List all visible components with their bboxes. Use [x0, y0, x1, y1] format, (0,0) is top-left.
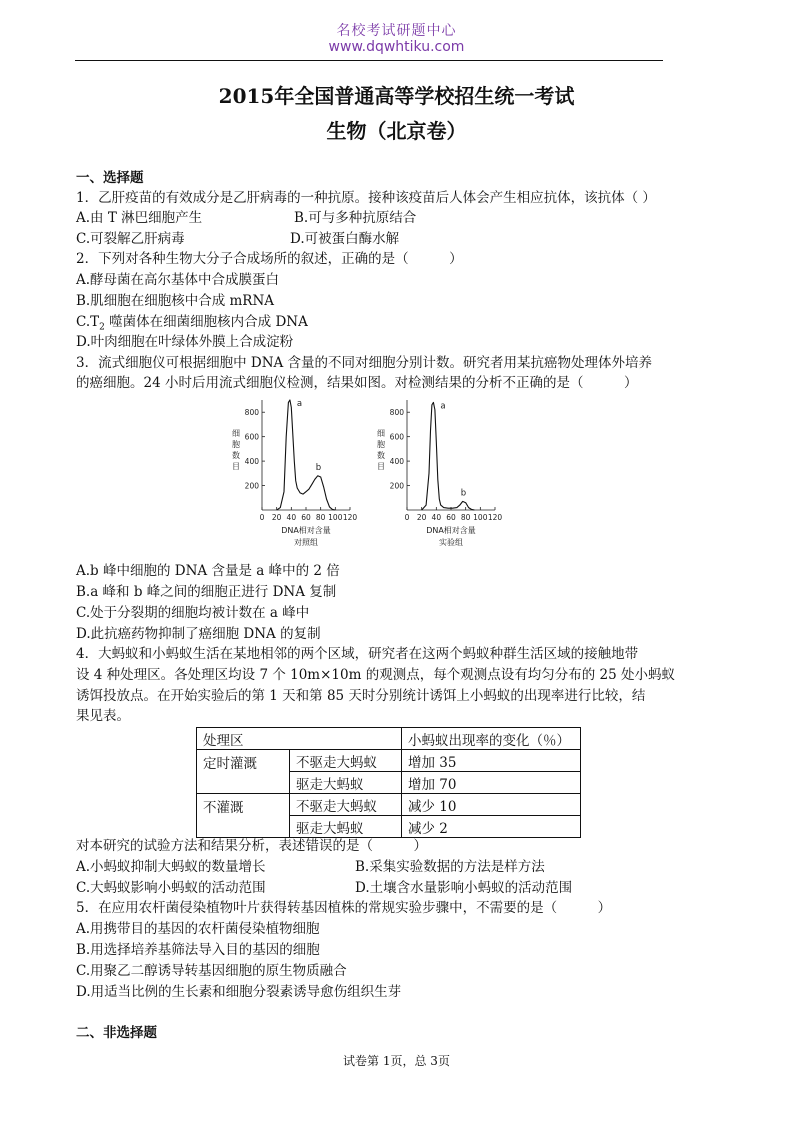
page-footer: 试卷第 1页，总 3页 — [343, 1054, 450, 1068]
q4-stem-line1: 4．大蚂蚁和小蚂蚁生活在某地相邻的两个区域，研究者在这两个蚂蚁种群生活区域的接触地带 — [76, 646, 639, 662]
q2-option-c-post: 噬菌体在细菌细胞核内合成 DNA — [104, 314, 308, 330]
y-tick-label: 400 — [244, 457, 259, 467]
x-tick-label: 100 — [473, 513, 488, 522]
x-tick-label: 120 — [342, 513, 358, 522]
y-tick-label: 200 — [389, 481, 404, 491]
exam-subtitle: 生物（北京卷） — [326, 119, 467, 143]
q3-option-d: D.此抗癌药物抑制了癌细胞 DNA 的复制 — [76, 626, 321, 642]
header-rule — [75, 60, 663, 61]
table-cell-sub: 驱走大蚂蚁 — [290, 816, 402, 838]
y-tick-label: 200 — [244, 481, 259, 491]
x-tick-label: 80 — [460, 513, 471, 522]
q5-option-a: A.用携带目的基因的农杆菌侵染植物细胞 — [76, 921, 320, 937]
peak-label-a: a — [440, 401, 446, 412]
chart-title: 对照组 — [294, 538, 318, 547]
q2-option-c-pre: C.T — [76, 314, 100, 330]
x-tick-label: 80 — [315, 513, 326, 522]
q1-option-a: A.由 T 淋巴细胞产生 — [76, 210, 203, 226]
exam-title: 2015年全国普通高等学校招生统一考试 — [218, 84, 575, 108]
table-cell-sub: 不驱走大蚂蚁 — [290, 794, 402, 816]
table-header-treatment: 处理区 — [197, 728, 402, 750]
table-group-irrigated: 定时灌溉 — [197, 750, 290, 794]
x-tick-label: 40 — [286, 513, 297, 522]
q2-option-c — [76, 314, 308, 336]
q4-option-a: A.小蚂蚁抑制大蚂蚁的数量增长 — [76, 859, 266, 875]
distribution-curve — [277, 400, 336, 510]
q4-option-c: C.大蚂蚁影响小蚂蚁的活动范围 — [76, 880, 266, 896]
table-cell-sub: 驱走大蚂蚁 — [290, 772, 402, 794]
q4-stem-line2: 设 4 种处理区。各处理区均设 7 个 10m×10m 的观测点，每个观测点设有均匀分布的 25 处小蚂蚁 — [76, 667, 675, 683]
x-axis-label: DNA相对含量 — [281, 526, 331, 535]
q1-option-d: D.可被蛋白酶水解 — [290, 231, 400, 247]
flow-chart-experiment — [370, 392, 505, 552]
q2-stem: 2．下列对各种生物大分子合成场所的叙述，正确的是（ ） — [76, 251, 463, 267]
y-axis-label: 细胞数目 — [232, 429, 240, 471]
watermark-site-name: 名校考试研题中心 — [336, 23, 457, 39]
table-cell-value: 增加 70 — [402, 772, 581, 794]
table-row — [197, 728, 581, 750]
x-axis-label: DNA相对含量 — [426, 526, 476, 535]
x-tick-label: 60 — [301, 513, 311, 522]
q2-option-a: A.酵母菌在高尔基体中合成膜蛋白 — [76, 272, 280, 288]
table-row — [197, 750, 581, 772]
y-tick-label: 800 — [389, 408, 404, 418]
table-cell-value: 减少 10 — [402, 794, 581, 816]
q3-option-c: C.处于分裂期的细胞均被计数在 a 峰中 — [76, 605, 310, 621]
q5-option-c: C.用聚乙二醇诱导转基因细胞的原生物质融合 — [76, 963, 347, 979]
q1-stem: 1．乙肝疫苗的有效成分是乙肝病毒的一种抗原。接种该疫苗后人体会产生相应抗体，该抗体（ ） — [76, 190, 656, 206]
x-tick-label: 0 — [404, 513, 410, 522]
table-group-not-irrigated: 不灌溉 — [197, 794, 290, 838]
q3-option-b: B.a 峰和 b 峰之间的细胞正进行 DNA 复制 — [76, 584, 337, 600]
table-cell-value: 减少 2 — [402, 816, 581, 838]
q1-option-b: B.可与多种抗原结合 — [294, 210, 417, 226]
peak-label-b: b — [315, 462, 322, 473]
table-cell-sub: 不驱走大蚂蚁 — [290, 750, 402, 772]
q5-option-d: D.用适当比例的生长素和细胞分裂素诱导愈伤组织生芽 — [76, 984, 402, 1000]
watermark-site-url: www.dqwhtiku.com — [328, 39, 465, 55]
x-tick-label: 60 — [446, 513, 456, 522]
q4-question: 对本研究的试验方法和结果分析，表述错误的是（ ） — [76, 838, 427, 854]
q3-option-a: A.b 峰中细胞的 DNA 含量是 a 峰中的 2 倍 — [76, 563, 340, 579]
q2-option-d: D.叶肉细胞在叶绿体外膜上合成淀粉 — [76, 334, 294, 350]
flow-chart-control — [225, 392, 360, 552]
y-tick-label: 600 — [244, 432, 259, 442]
chart-title: 实验组 — [439, 538, 463, 547]
y-tick-label: 400 — [389, 457, 404, 467]
y-tick-label: 600 — [389, 432, 404, 442]
q4-stem-line4: 果见表。 — [76, 708, 130, 724]
table-header-change: 小蚂蚁出现率的变化（％） — [402, 728, 581, 750]
peak-label-b: b — [460, 488, 467, 499]
q2-option-c-sub: 2 — [99, 322, 105, 333]
section-choice-heading: 一、选择题 — [76, 170, 144, 186]
table-row — [197, 794, 581, 816]
x-tick-label: 40 — [431, 513, 442, 522]
y-axis-label: 细胞数目 — [377, 429, 385, 471]
q5-option-b: B.用选择培养基筛法导入目的基因的细胞 — [76, 942, 320, 958]
q4-option-b: B.采集实验数据的方法是样方法 — [355, 859, 545, 875]
section-nonchoice-heading: 二、非选择题 — [76, 1025, 157, 1041]
q3-stem-line2: 的癌细胞。24 小时后用流式细胞仪检测，结果如图。对检测结果的分析不正确的是（ ） — [76, 375, 638, 391]
x-tick-label: 20 — [416, 513, 427, 522]
x-tick-label: 0 — [259, 513, 265, 522]
ant-results-table — [196, 727, 581, 838]
q1-option-c: C.可裂解乙肝病毒 — [76, 231, 185, 247]
peak-label-a: a — [296, 399, 303, 409]
q3-stem-line1: 3．流式细胞仪可根据细胞中 DNA 含量的不同对细胞分别计数。研究者用某抗癌物处理体外培养 — [76, 355, 653, 371]
distribution-curve — [422, 402, 475, 510]
table-cell-value: 增加 35 — [402, 750, 581, 772]
q4-stem-line3: 诱饵投放点。在开始实验后的第 1 天和第 85 天时分别统计诱饵上小蚂蚁的出现率进行比较，结 — [76, 688, 646, 704]
q5-stem: 5．在应用农杆菌侵染植物叶片获得转基因植株的常规实验步骤中，不需要的是（ ） — [76, 900, 612, 916]
q2-option-b: B.肌细胞在细胞核中合成 mRNA — [76, 293, 275, 309]
q4-option-d: D.土壤含水量影响小蚂蚁的活动范围 — [355, 880, 573, 896]
x-tick-label: 20 — [271, 513, 282, 522]
x-tick-label: 100 — [328, 513, 343, 522]
y-tick-label: 800 — [244, 408, 259, 418]
x-tick-label: 120 — [487, 513, 503, 522]
